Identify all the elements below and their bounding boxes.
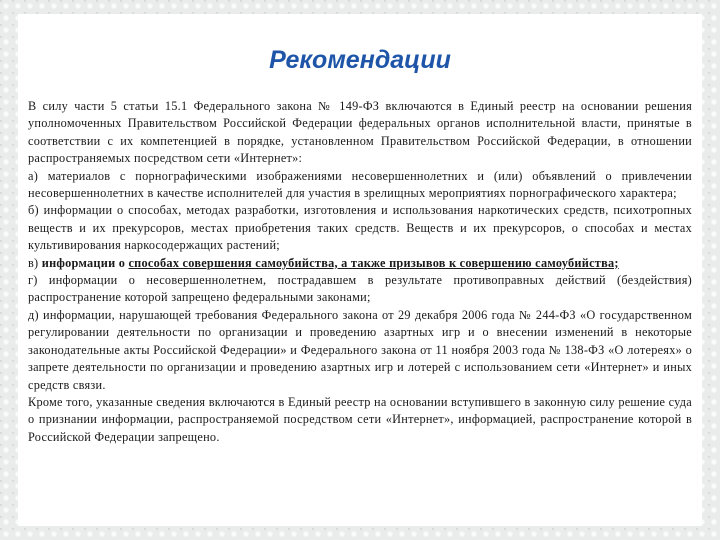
list-item-v-bold-text: информации о — [41, 255, 129, 270]
list-item-v-underlined-text: способах совершения самоубийства, а также призывов к совершению самоубийства; — [128, 255, 619, 270]
list-item-d: д) информации, нарушающей требования Федерального закона от 29 декабря 2006 года № 244-ФЗ «О государственном регулировании деятельности по организации и проведению азартных игр и о внесении изменений в некоторые законодательные акты Российской Федерации» и Федерального закона от 11 ноября 2003 года № 138-ФЗ «О лотереях» о запрете деятельности по организации и проведению азартных игр и лотерей с использованием сети «Интернет» и иных средств связи. — [28, 307, 692, 392]
list-item-v-prefix: в) — [28, 255, 42, 270]
closing-paragraph: Кроме того, указанные сведения включаются в Единый реестр на основании вступившего в законную силу решение суда о признании информации, распространяемой посредством сети «Интернет», информацией, распространение которой в Российской Федерации запрещено. — [28, 394, 692, 444]
document-body — [28, 98, 692, 446]
list-item-b: б) информации о способах, методах разработки, изготовления и использования наркотических средств, психотропных веществ и их прекурсоров, местах приобретения таких средств. Веществ и их прекурсоров, о способах и местах культивирования наркосодержащих растений; — [28, 203, 692, 253]
intro-paragraph: В силу части 5 статьи 15.1 Федерального закона № 149-ФЗ включаются в Единый реестр на основании решения уполномоченных Правительством Российской Федерации федеральных органов исполнительной власти, принятые в соответствии с их компетенцией в порядке, установленном Правительством Российской Федерации, в отношении распространяемых посредством сети «Интернет»: — [28, 99, 692, 166]
page-title: Рекомендации — [269, 46, 451, 74]
slide — [18, 14, 702, 526]
list-item-v — [28, 255, 692, 272]
list-item-a: а) материалов с порнографическими изображениями несовершеннолетних и (или) объявлений о привлечении несовершеннолетних в качестве исполнителей для участия в зрелищных мероприятиях порнографического характера; — [28, 168, 692, 201]
list-item-g: г) информации о несовершеннолетнем, пострадавшем в результате противоправных действий (бездействия) распространение которой запрещено федеральными законами; — [28, 273, 692, 305]
